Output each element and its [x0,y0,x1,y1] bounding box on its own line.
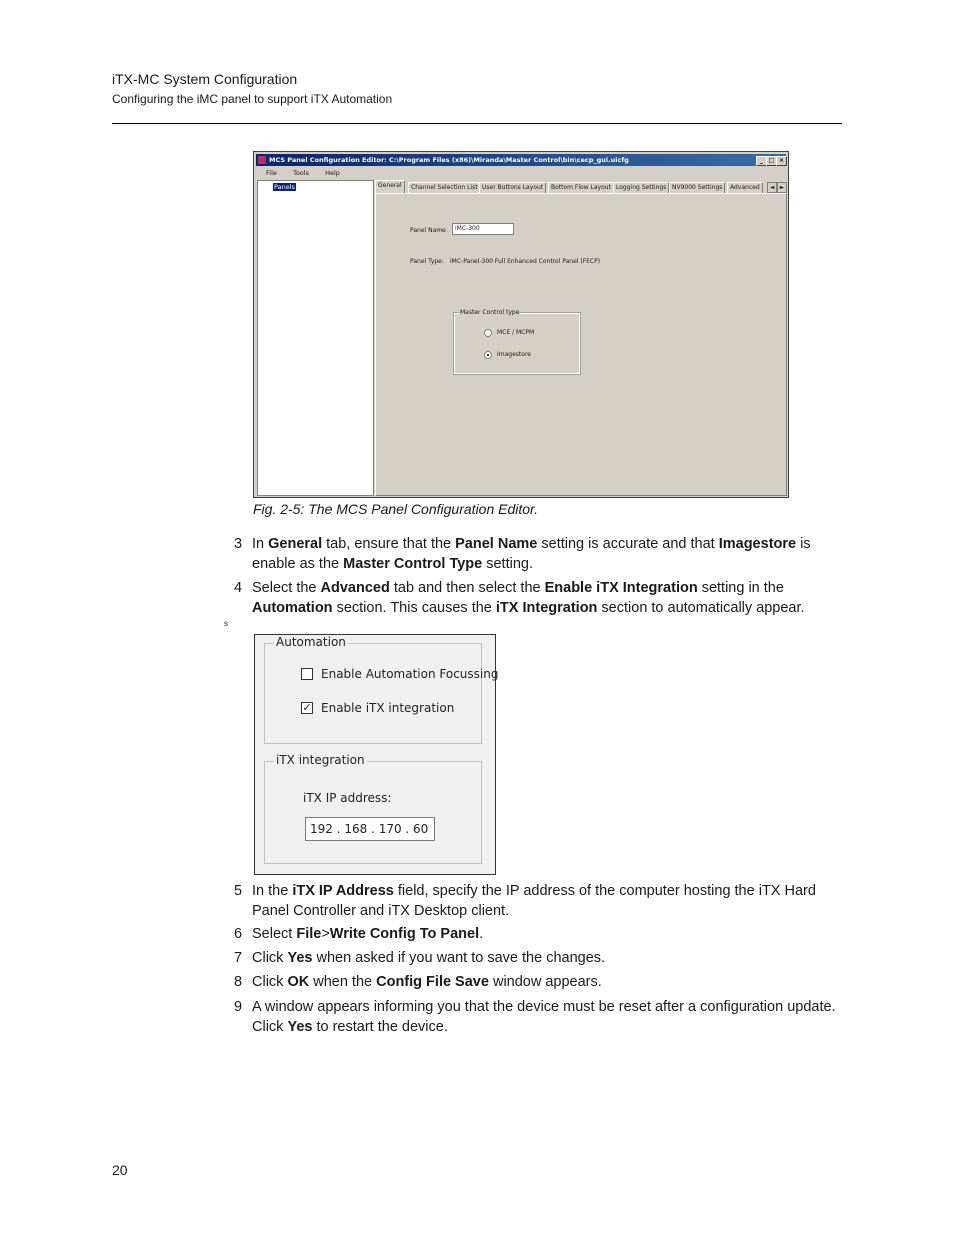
step-3 [234,534,834,574]
menu-bar [256,167,786,179]
maximize-icon[interactable]: □ [766,156,777,166]
window-titlebar [256,154,786,166]
step-number: 5 [234,883,243,899]
menu-file[interactable]: File [266,169,277,177]
tab-logging-settings[interactable]: Logging Settings [613,182,669,193]
step-number: 4 [234,580,243,596]
step-text: Click Yes when asked if you want to save the changes. [252,950,606,966]
step-number: 7 [234,950,243,966]
tab-user-buttons-layout[interactable]: User Buttons Layout [479,182,546,193]
step-number: 9 [234,999,243,1015]
itx-ip-address-label: iTX IP address: [303,791,392,805]
master-control-type-legend: Master Control type [460,309,520,316]
step-number: 8 [234,974,243,990]
step-number: 6 [234,926,243,942]
header-rule [112,123,842,124]
automation-legend: Automation [276,635,346,649]
step-9 [234,997,834,1037]
running-header-subtitle: Configuring the iMC panel to support iTX Automation [112,92,393,106]
close-icon[interactable]: × [776,156,787,166]
step-text: In the iTX IP Address field, specify the IP address of the computer hosting the iTX Hard Panel Controller and iTX Desktop client. [252,883,816,919]
stray-mark: s [224,619,228,628]
menu-help[interactable]: Help [325,169,340,177]
tab-channel-selection-list[interactable]: Channel Selection List [408,182,481,193]
itx-integration-group [264,753,482,864]
tab-scroll-right-icon[interactable]: ► [777,182,787,193]
enable-automation-focussing-checkbox[interactable] [301,668,313,680]
step-6 [234,924,834,944]
step-text: Select the Advanced tab and then select the Enable iTX Integration setting in the Automation section. This causes the iTX Integration section to automatically appear. [252,580,805,616]
panels-tree[interactable] [257,180,374,496]
tree-item-panels[interactable]: Panels [274,183,295,191]
step-text: A window appears informing you that the device must be reset after a configuration update. Click Yes to restart the device. [252,999,836,1035]
enable-itx-integration-checkbox[interactable]: ✓ [302,701,312,714]
step-text: In General tab, ensure that the Panel Name setting is accurate and that Imagestore is enable as the Master Control Type setting. [252,536,811,572]
figure-caption: Fig. 2-5: The MCS Panel Configuration Editor. [253,501,539,517]
step-4 [234,578,834,618]
minimize-icon[interactable]: _ [756,156,767,166]
automation-settings-screenshot [254,634,499,875]
itx-ip-address-input[interactable]: 192 . 168 . 170 . 60 [305,817,435,841]
step-5 [234,881,834,921]
panel-type-label: Panel Type: [410,258,444,265]
radio-imagestore[interactable] [484,351,492,359]
general-tab-panel [375,193,787,496]
radio-mce-mcpm[interactable] [484,329,492,337]
app-icon [258,156,266,164]
menu-tools[interactable]: Tools [292,169,309,177]
tab-advanced[interactable]: Advanced [727,182,763,193]
panel-name-label: Panel Name [410,227,446,234]
step-7 [234,948,834,968]
automation-group [264,635,499,744]
window-title: MCS Panel Configuration Editor: C:\Program Files (x86)\Miranda\Master Control\bin\cecp_gui.uicfg [269,156,629,164]
panel-type-value: iMC-Panel-300 Full Enhanced Control Panel (FECP) [450,258,601,265]
radio-mce-mcpm-label: MCE / MCPM [497,329,535,336]
itx-integration-legend: iTX integration [276,753,365,767]
enable-itx-integration-label: Enable iTX integration [321,701,455,715]
page-number: 20 [112,1162,128,1178]
master-control-type-group [454,309,580,374]
tab-bottom-flow-layout[interactable]: Bottom Flow Layout [548,182,614,193]
tab-scroll-left-icon[interactable]: ◄ [767,182,777,193]
step-8 [234,972,834,992]
step-number: 3 [234,536,243,552]
tab-nv9000-settings[interactable]: NV9000 Settings [669,182,725,193]
step-text: Select File>Write Config To Panel. [252,926,484,942]
step-text: Click OK when the Config File Save window appears. [252,974,602,990]
radio-imagestore-label: Imagestore [497,351,531,358]
enable-automation-focussing-label: Enable Automation Focussing [321,667,499,681]
tab-general[interactable]: General [375,180,405,193]
running-header-title: iTX-MC System Configuration [112,71,298,87]
mcs-editor-screenshot [253,151,789,498]
panel-name-input[interactable]: iMC-300 [452,223,514,235]
tab-strip [375,181,787,193]
